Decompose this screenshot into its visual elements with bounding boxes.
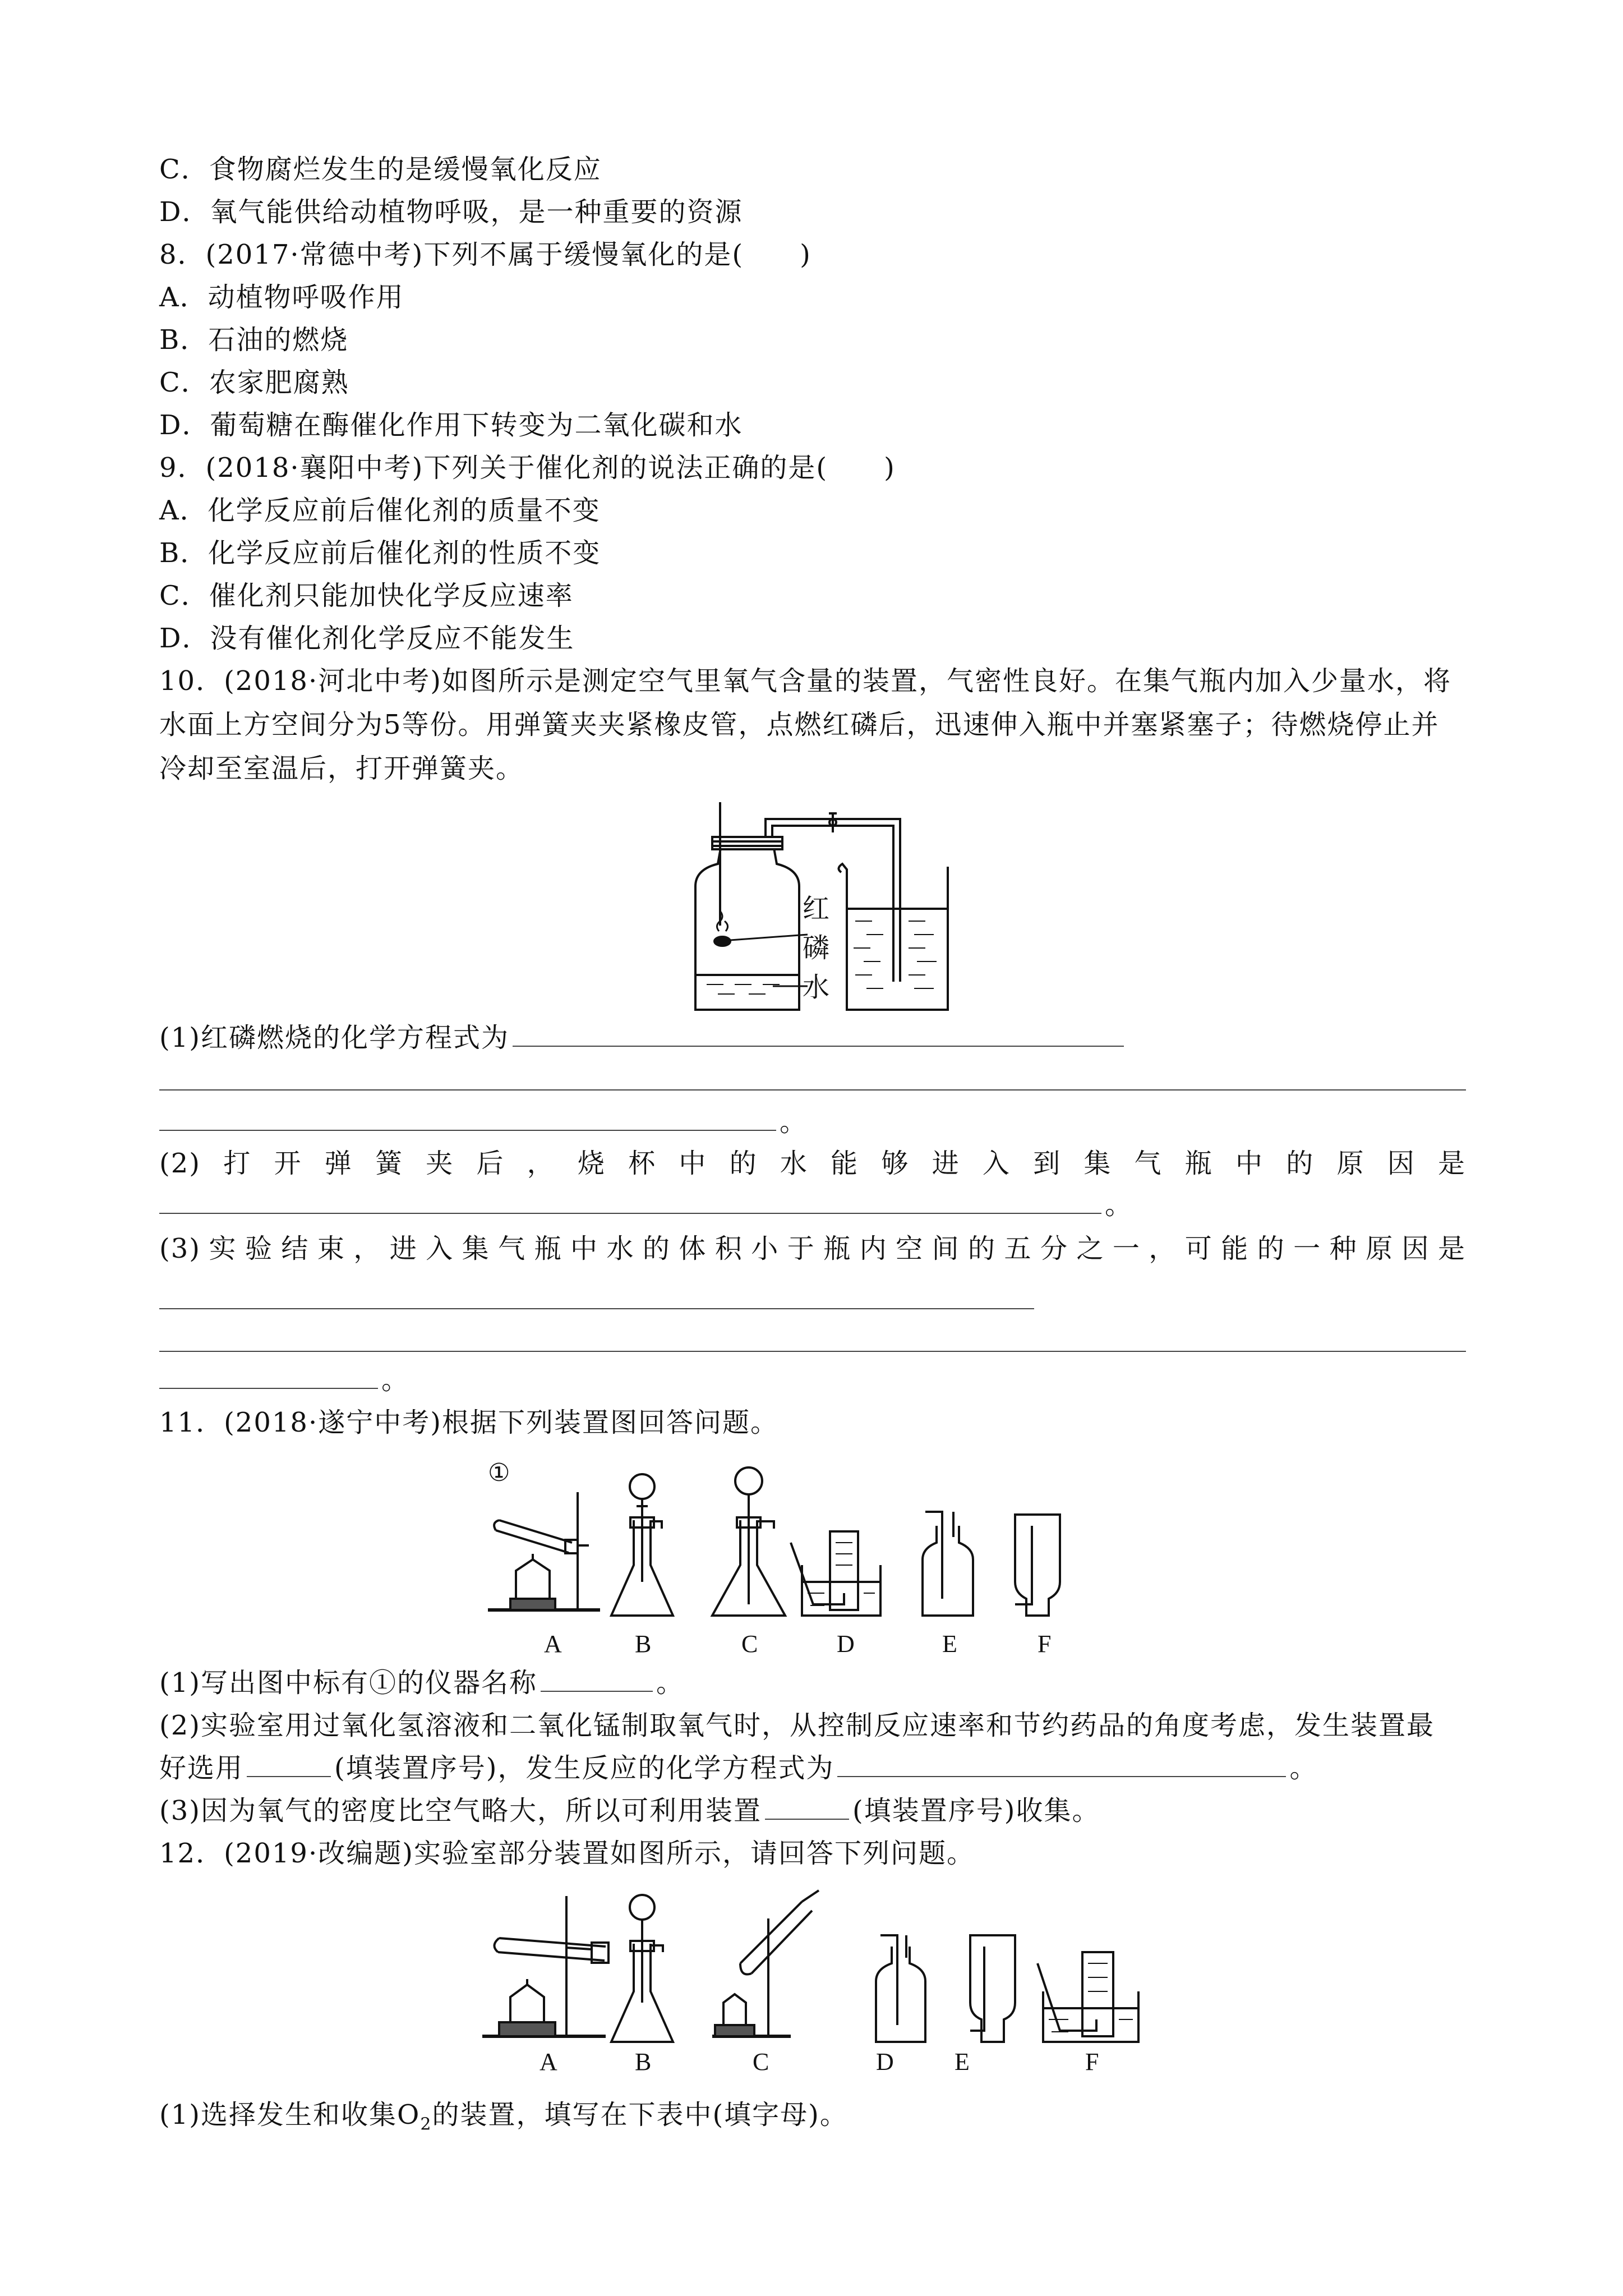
q8-option-d: D．葡萄糖在酶催化作用下转变为二氧化碳和水: [159, 409, 743, 441]
q10-part3-end: 。: [381, 1364, 410, 1396]
q12-figure-label-d: D: [876, 2048, 894, 2076]
q9-option-a: A．化学反应前后催化剂的质量不变: [159, 495, 601, 526]
q10-part3-answer-line2[interactable]: [159, 1350, 1466, 1352]
q11-part2-end: 。: [1289, 1752, 1318, 1784]
q8-stem: 8．(2017·常德中考)下列不属于缓慢氧化的是( ): [159, 239, 811, 270]
q7-option-c: C．食物腐烂发生的是缓慢氧化反应: [159, 154, 602, 185]
q11-figure-label-a: A: [544, 1630, 562, 1658]
q11-figure-label-c: C: [741, 1630, 758, 1658]
q11-part2-line1: (2)实验室用过氧化氢溶液和二氧化锰制取氧气时，从控制反应速率和节约药品的角度考虑，发生装置最: [159, 1710, 1435, 1741]
q12-figure-label-e: E: [955, 2048, 970, 2076]
q10-part3-line3: [159, 1363, 409, 1397]
q10-part3-answer-line1[interactable]: [159, 1307, 1034, 1309]
q9-option-d: D．没有催化剂化学反应不能发生: [159, 623, 575, 654]
q11-part3-text-a: (3)因为氧气的密度比空气略大，所以可利用装置: [159, 1795, 762, 1826]
q11-part2-device-blank[interactable]: [247, 1751, 331, 1777]
q12-stem: 12．(2019·改编题)实验室部分装置如图所示，请回答下列问题。: [159, 1838, 975, 1869]
q11-stem: 11．(2018·遂宁中考)根据下列装置图回答问题。: [159, 1407, 778, 1438]
q8-option-b: B．石油的燃烧: [159, 324, 349, 356]
q12-part1-text-b: 的装置，填写在下表中(填字母)。: [432, 2099, 848, 2131]
q10-label-red: 红: [802, 893, 829, 924]
q10-stem-line1: 10．(2018·河北中考)如图所示是测定空气里氧气含量的装置，气密性良好。在集气瓶内加入少量水，将: [159, 665, 1451, 697]
q10-part1: [159, 1021, 1127, 1055]
q10-apparatus-figure: [679, 797, 993, 1032]
q10-part2-answer-blank[interactable]: [159, 1188, 1101, 1214]
q12-part1-subscript: 2: [420, 2114, 432, 2134]
q11-figure-label-e: E: [942, 1630, 957, 1658]
q11-part2-equation-blank[interactable]: [837, 1751, 1286, 1777]
q10-label-water: 水: [802, 972, 829, 1003]
q10-stem-line3: 冷却至室温后，打开弹簧夹。: [159, 753, 524, 784]
q12-part1-text-a: (1)选择发生和收集O: [159, 2099, 421, 2131]
q10-part3: (3)实验结束，进入集气瓶中水的体积小于瓶内空间的五分之一，可能的一种原因是: [159, 1233, 1466, 1264]
q10-label-phosphorus: 磷: [802, 932, 829, 964]
q10-part2: (2)打开弹簧夹后，烧杯中的水能够进入到集气瓶中的原因是: [159, 1148, 1466, 1179]
q11-part2-text-b: (填装置序号)，发生反应的化学方程式为: [334, 1752, 834, 1784]
q11-part3: [159, 1794, 1100, 1828]
q10-part1-text: (1)红磷燃烧的化学方程式为: [159, 1022, 509, 1053]
q11-part2-line2: [159, 1751, 1318, 1785]
q11-part1-answer-blank[interactable]: [541, 1666, 653, 1692]
q10-stem-line2: 水面上方空间分为5等份。用弹簧夹夹紧橡皮管，点燃红磷后，迅速伸入瓶中并塞紧塞子；待燃烧停止并: [159, 709, 1440, 740]
q8-option-a: A．动植物呼吸作用: [159, 282, 404, 313]
q11-part3-text-b: (填装置序号)收集。: [852, 1795, 1100, 1826]
q12-figure-label-c: C: [753, 2048, 769, 2076]
q11-figure-label-f: F: [1038, 1630, 1052, 1658]
q11-figure-label-b: B: [635, 1630, 652, 1658]
q7-option-d: D．氧气能供给动植物呼吸，是一种重要的资源: [159, 196, 743, 228]
q11-part1: [159, 1666, 684, 1700]
q8-option-c: C．农家肥腐熟: [159, 367, 349, 398]
q11-marker-one: ①: [488, 1458, 510, 1487]
q11-figure-label-d: D: [837, 1630, 855, 1658]
q11-apparatus-figure: [477, 1458, 1150, 1658]
q10-part1-line3: [159, 1105, 808, 1139]
q12-figure-label-f: F: [1085, 2048, 1099, 2076]
q10-part1-answer-blank[interactable]: [513, 1021, 1124, 1047]
q10-part1-answer-line2[interactable]: [159, 1088, 1466, 1091]
q9-stem: 9．(2018·襄阳中考)下列关于催化剂的说法正确的是( ): [159, 452, 896, 484]
q12-apparatus-figure: [477, 1885, 1172, 2076]
q10-part2-end: 。: [1105, 1189, 1133, 1221]
q11-part1-end: 。: [656, 1667, 685, 1699]
q11-part3-device-blank[interactable]: [765, 1794, 849, 1820]
q10-part1-end: 。: [780, 1106, 808, 1138]
q10-part2-line2: [159, 1188, 1133, 1222]
q12-part1: [159, 2098, 848, 2142]
q12-figure-label-a: A: [540, 2048, 557, 2076]
q9-option-c: C．催化剂只能加快化学反应速率: [159, 580, 574, 611]
q10-part3-answer-line3[interactable]: [159, 1363, 378, 1389]
q9-option-b: B．化学反应前后催化剂的性质不变: [159, 537, 601, 569]
q10-part1-answer-line3[interactable]: [159, 1105, 776, 1131]
q12-figure-label-b: B: [635, 2048, 652, 2076]
q11-part2-text-a: 好选用: [159, 1752, 244, 1784]
q11-part1-text: (1)写出图中标有①的仪器名称: [159, 1667, 537, 1699]
